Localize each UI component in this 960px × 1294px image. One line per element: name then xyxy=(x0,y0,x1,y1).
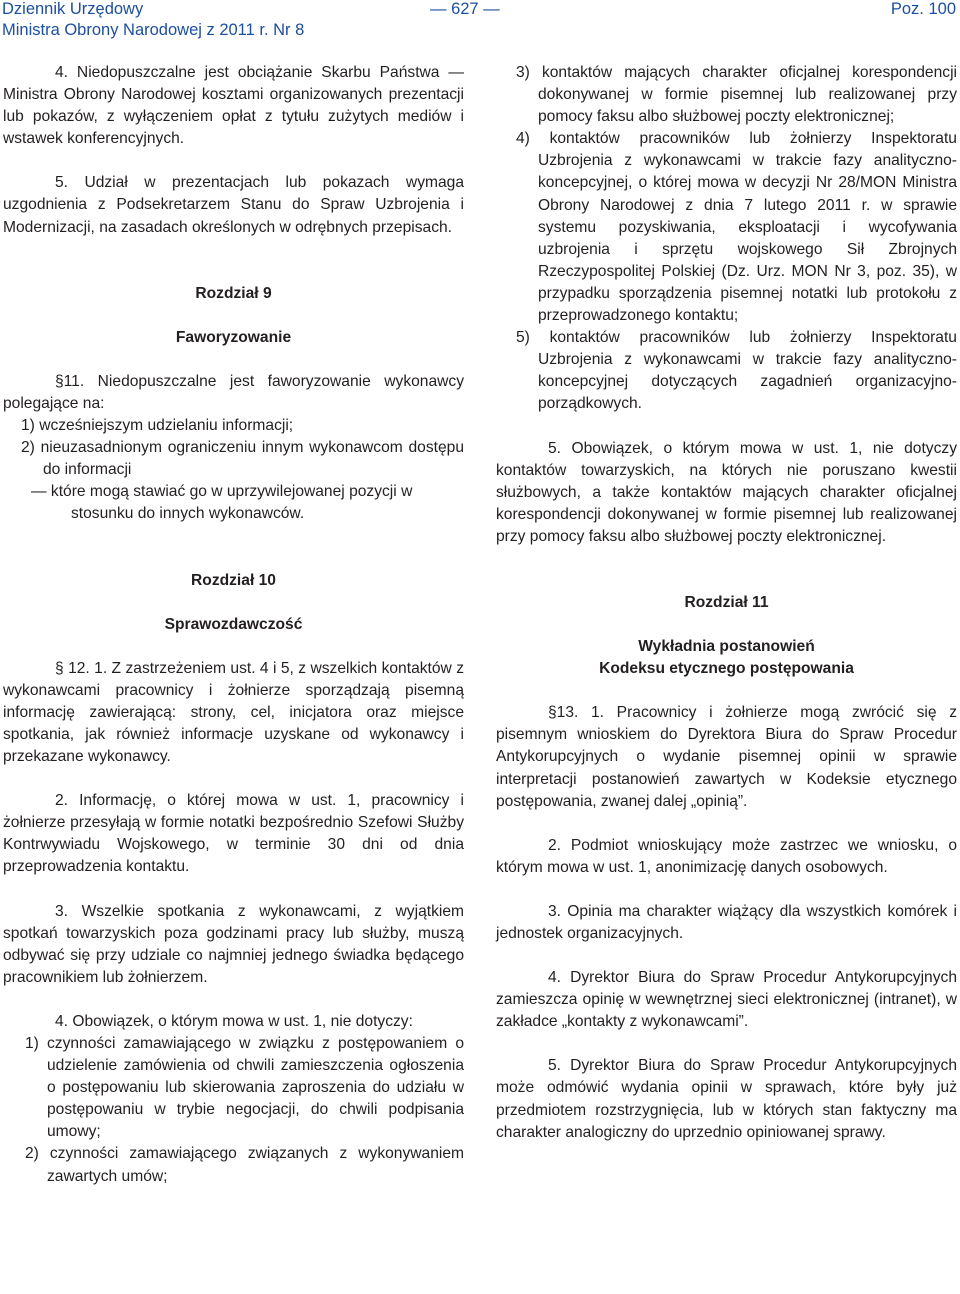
section-13-4: 4. Dyrektor Biura do Spraw Procedur Antykorupcyjnych zamieszcza opinię w wewnętrznej sieci elektronicznej (intranet), w zakładce „kontakty z wykonawcami”. xyxy=(496,969,957,1031)
section-12-4: 4. Obowiązek, o którym mowa w ust. 1, nie dotyczy: xyxy=(55,1012,413,1030)
journal-title: Dziennik Urzędowy xyxy=(2,0,144,18)
item-5: 5) kontaktów pracowników lub żołnierzy Inspektoratu Uzbrojenia z wykonawcami w trakcie fazy analityczno-koncepcyjnej dotyczących zagadnień organizacyjno-porządkowych. xyxy=(516,329,957,413)
left-column xyxy=(3,62,464,1188)
section-11-tail: — które mogą stawiać go w uprzywilejowanej pozycji w stosunku do innych wykonawców. xyxy=(31,483,413,523)
chapter-9-title: Faworyzowanie xyxy=(175,328,292,346)
section-13-3: 3. Opinia ma charakter wiążący dla wszystkich komórek i jednostek organizacyjnych. xyxy=(496,902,957,942)
paragraph-5: 5. Udział w prezentacjach lub pokazach wymaga uzgodnienia z Podsekretarzem Stanu do Spraw Uzbrojenia i Modernizacji, na zasadach określonych w odrębnych przepisach. xyxy=(3,174,464,236)
journal-issue: Ministra Obrony Narodowej z 2011 r. Nr 8 xyxy=(2,21,305,39)
chapter-11-title-1: Wykładnia postanowień xyxy=(638,638,815,656)
section-12-2: 2. Informację, o której mowa w ust. 1, pracownicy i żołnierze przesyłają w formie notatki bezpośrednio Szefowi Służby Kontrwywiadu Wojskowego, w terminie 30 dni od dnia przeprowadzenia kontaktu. xyxy=(3,792,464,876)
chapter-11-title-2: Kodeksu etycznego postępowania xyxy=(599,660,854,678)
section-12-4-item-1: 1) czynności zamawiającego w związku z postępowaniem o udzielenie zamówienia od chwili zamieszczenia ogłoszenia o postępowaniu lub skierowania zaproszenia do udziału w postępowaniu w trybie negocjacji, do chwili podpisania umowy; xyxy=(25,1035,464,1141)
section-12-1: § 12. 1. Z zastrzeżeniem ust. 4 i 5, z wszelkich kontaktów z wykonawcami pracownicy i żołnierze sporządzają pisemną informację zawierającą: strony, cel, inicjatora oraz miejsce spotkania, jak również informacje uzyskane od wykonawcy i przekazane wykonawcy. xyxy=(3,659,464,766)
chapter-9-heading: Rozdział 9 xyxy=(195,284,272,302)
section-12-3: 3. Wszelkie spotkania z wykonawcami, z wyjątkiem spotkań towarzyskich poza godzinami pracy lub służby, muszą odbywać się przy udziale co najmniej jednego świadka będącego pracownikiem lub żołnierzem. xyxy=(3,902,464,986)
chapter-10-title: Sprawozdawczość xyxy=(164,615,303,633)
right-column xyxy=(496,62,957,1144)
section-13-5: 5. Dyrektor Biura do Spraw Procedur Antykorupcyjnych może odmówić wydania opinii w sprawach, które były już przedmiotem rozstrzygnięcia, lub w których stan faktyczny ma charakter analogiczny do uprzednio opiniowanej sprawy. xyxy=(496,1057,957,1141)
chapter-10-heading: Rozdział 10 xyxy=(191,571,276,589)
chapter-11-heading: Rozdział 11 xyxy=(684,593,769,611)
page-header xyxy=(0,0,960,42)
section-11-item-1: 1) wcześniejszym udzielaniu informacji; xyxy=(21,417,294,435)
section-11-item-2: 2) nieuzasadnionym ograniczeniu innym wykonawcom dostępu do informacji xyxy=(21,439,464,479)
item-3: 3) kontaktów mających charakter oficjalnej korespondencji dokonywanej w formie pisemnej lub realizowanej przy pomocy faksu albo służbowej poczty elektronicznej; xyxy=(516,64,957,126)
section-12-4-item-2: 2) czynności zamawiającego związanych z wykonywaniem zawartych umów; xyxy=(25,1145,464,1185)
paragraph-4: 4. Niedopuszczalne jest obciążanie Skarbu Państwa — Ministra Obrony Narodowej kosztami organizowanych prezentacji lub pokazów, z wyłączeniem opłat z tytułu zużytych mediów i wstawek konferencyjnych. xyxy=(3,64,464,148)
section-11: §11. Niedopuszczalne jest faworyzowanie wykonawcy polegające na: xyxy=(3,372,464,412)
position-number: Poz. 100 xyxy=(890,0,956,18)
page-number: — 627 — xyxy=(430,0,500,18)
item-4: 4) kontaktów pracowników lub żołnierzy Inspektoratu Uzbrojenia z wykonawcami w trakcie fazy analityczno-koncepcyjnej, o której mowa w decyzji Nr 28/MON Ministra Obrony Narodowej z dnia 7 lutego 2011 r. w sprawie systemu pozyskiwania, eksploatacji i wycofywania uzbrojenia i sprzętu wojskowego Sił Zbrojnych Rzeczypospolitej Polskiej (Dz. Urz. MON Nr 3, poz. 35), w przypadku sporządzenia pisemnej notatki lub protokołu z przeprowadzonego kontaktu; xyxy=(516,130,957,325)
paragraph-12-5: 5. Obowiązek, o którym mowa w ust. 1, nie dotyczy kontaktów towarzyskich, na których nie poruszano kwestii służbowych, a także kontaktów mających charakter oficjalnej korespondencji dokonywanej w formie pisemnej lub realizowanej przy pomocy faksu albo służbowej poczty elektronicznej. xyxy=(496,439,957,545)
section-13-2: 2. Podmiot wnioskujący może zastrzec we wniosku, o którym mowa w ust. 1, anonimizację danych osobowych. xyxy=(496,836,957,876)
section-13-1: §13. 1. Pracownicy i żołnierze mogą zwrócić się z pisemnym wnioskiem do Dyrektora Biura do Spraw Procedur Antykorupcyjnych o wydanie pisemnej opinii w sprawie interpretacji postanowień zawartych w Kodeksie etycznego postępowania, zwanej dalej „opinią”. xyxy=(496,704,957,810)
